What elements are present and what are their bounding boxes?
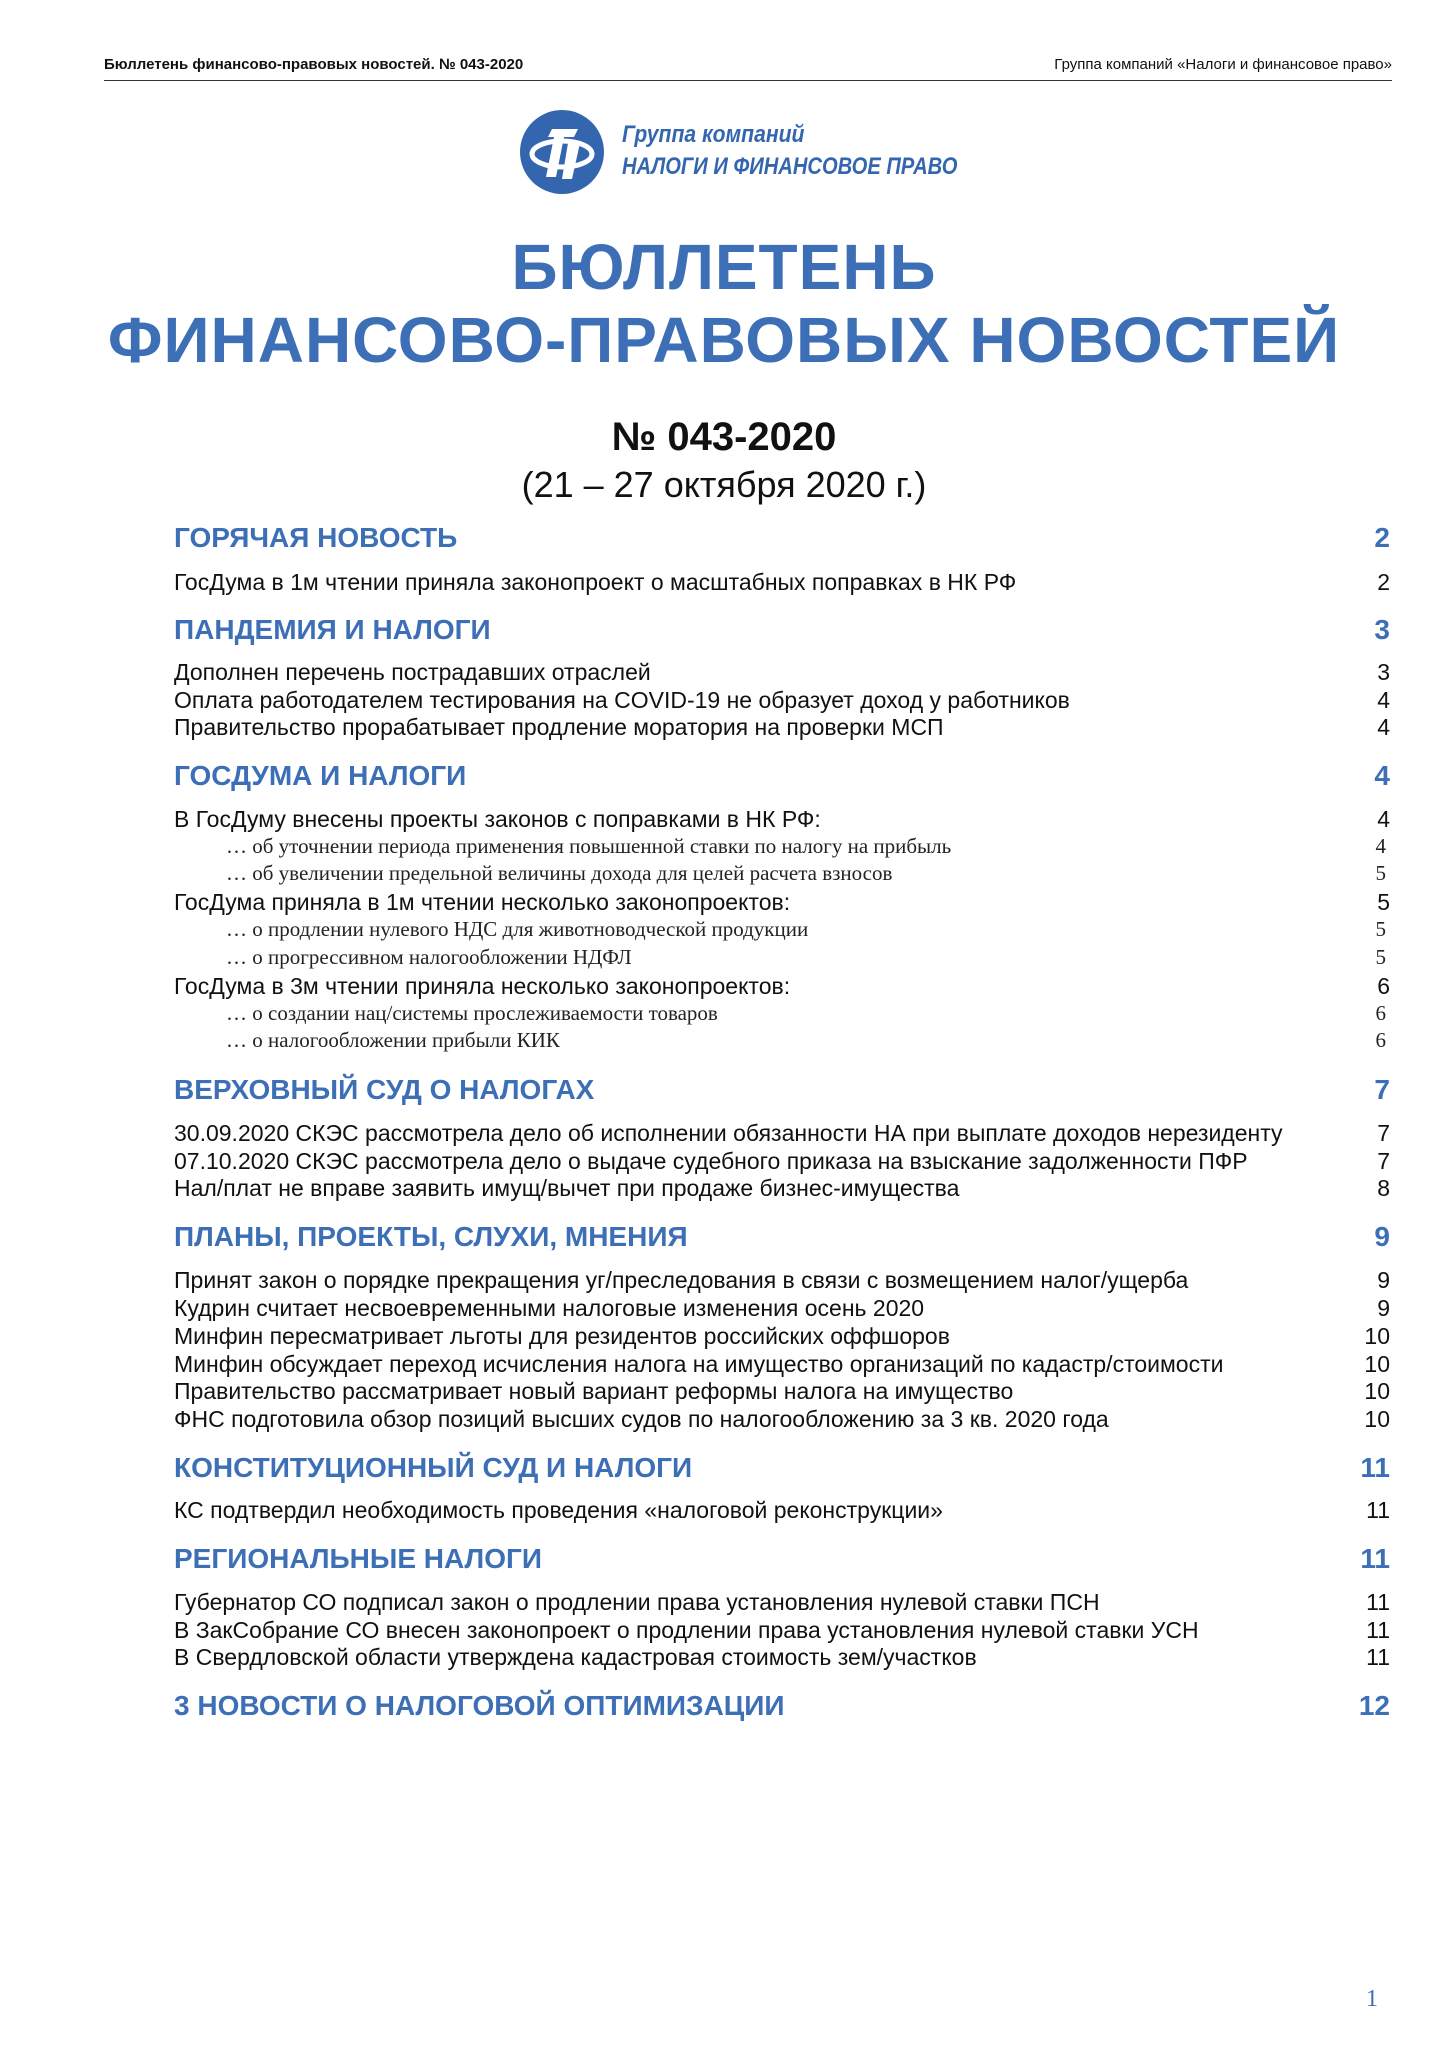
toc-entry-title: В ЗакСобрание СО внесен законопроект о продлении права установления нулевой ставки УСН	[174, 1617, 1199, 1643]
toc-page-number: 10	[1364, 1351, 1390, 1377]
toc-section-heading[interactable]	[174, 614, 1390, 650]
toc-entry-title: В Свердловской области утверждена кадастровая стоимость зем/участков	[174, 1644, 977, 1670]
toc-section-heading[interactable]	[174, 1452, 1390, 1488]
toc-entry-title: Губернатор СО подписал закон о продлении права установления нулевой ставки ПСН	[174, 1589, 1100, 1615]
toc-entry[interactable]	[174, 1406, 1390, 1434]
toc-page-number: 5	[1375, 945, 1386, 969]
toc-subentry[interactable]	[174, 917, 1390, 945]
toc-page-number: 9	[1374, 1221, 1390, 1252]
logo-text-line2: НАЛОГИ И ФИНАНСОВОЕ ПРАВО	[622, 153, 958, 180]
toc-entry-title: … о продлении нулевого НДС для животноводческой продукции	[226, 917, 809, 941]
toc-entry-title: … о прогрессивном налогообложении НДФЛ	[226, 945, 632, 969]
toc-page-number: 5	[1375, 861, 1386, 885]
toc-entry[interactable]	[174, 1644, 1390, 1672]
toc-entry-title: РЕГИОНАЛЬНЫЕ НАЛОГИ	[174, 1543, 542, 1574]
toc-page-number: 11	[1360, 1543, 1390, 1574]
toc-page-number: 10	[1364, 1406, 1390, 1432]
toc-page-number: 6	[1377, 973, 1390, 999]
toc-page-number: 9	[1377, 1295, 1390, 1321]
toc-entry[interactable]	[174, 889, 1390, 917]
toc-section-heading[interactable]	[174, 1221, 1390, 1257]
toc-entry[interactable]	[174, 569, 1390, 597]
toc-page-number: 6	[1375, 1001, 1386, 1025]
toc-page-number: 2	[1374, 522, 1390, 553]
toc-page-number: 10	[1364, 1323, 1390, 1349]
toc-entry[interactable]	[174, 973, 1390, 1001]
toc-entry[interactable]	[174, 1617, 1390, 1645]
toc-page-number: 7	[1374, 1074, 1390, 1105]
toc-page-number: 3	[1377, 659, 1390, 685]
header-company-name: Группа компаний «Налоги и финансовое право»	[1054, 56, 1392, 73]
toc-page-number: 6	[1375, 1028, 1386, 1052]
toc-section-heading[interactable]	[174, 522, 1390, 558]
toc-page-number: 5	[1377, 889, 1390, 915]
toc-page-number: 12	[1358, 1690, 1390, 1721]
toc-entry-title: 30.09.2020 СКЭС рассмотрела дело об исполнении обязанности НА при выплате доходов нерезиденту	[174, 1120, 1283, 1146]
toc-entry-title: 3 НОВОСТИ О НАЛОГОВОЙ ОПТИМИЗАЦИИ	[174, 1690, 785, 1721]
toc-entry-title: ПАНДЕМИЯ И НАЛОГИ	[174, 614, 491, 645]
page-number: 1	[1366, 1986, 1378, 2012]
toc-entry-title: … об уточнении периода применения повышенной ставки по налогу на прибыль	[226, 834, 952, 858]
toc-entry-title: … о создании нац/системы прослеживаемости товаров	[226, 1001, 718, 1025]
toc-page-number: 11	[1366, 1644, 1390, 1670]
running-header	[104, 54, 1392, 81]
company-logo	[516, 107, 976, 197]
toc-page-number: 3	[1374, 614, 1390, 645]
toc-entry-title: ГосДума в 3м чтении приняла несколько законопроектов:	[174, 973, 791, 999]
toc-entry-title: ГосДума в 1м чтении приняла законопроект о масштабных поправках в НК РФ	[174, 569, 1017, 595]
toc-entry-title: Кудрин считает несвоевременными налоговые изменения осень 2020	[174, 1295, 925, 1321]
toc-entry[interactable]	[174, 1148, 1390, 1176]
toc-entry-title: ГОРЯЧАЯ НОВОСТЬ	[174, 522, 458, 553]
toc-page-number: 7	[1377, 1148, 1390, 1174]
toc-section-heading[interactable]	[174, 1543, 1390, 1579]
toc-entry-title: 07.10.2020 СКЭС рассмотрела дело о выдаче судебного приказа на взыскание задолженности ПФР	[174, 1148, 1248, 1174]
toc-entry[interactable]	[174, 1323, 1390, 1351]
toc-page-number: 9	[1377, 1267, 1390, 1293]
toc-entry-title: Нал/плат не вправе заявить имущ/вычет при продаже бизнес-имущества	[174, 1175, 960, 1201]
toc-entry-title: Правительство рассматривает новый вариант реформы налога на имущество	[174, 1378, 1014, 1404]
toc-entry-title: ВЕРХОВНЫЙ СУД О НАЛОГАХ	[174, 1074, 595, 1105]
toc-entry[interactable]	[174, 1175, 1390, 1203]
toc-entry[interactable]	[174, 1267, 1390, 1295]
toc-entry-title: ГОСДУМА И НАЛОГИ	[174, 760, 467, 791]
toc-entry[interactable]	[174, 1497, 1390, 1525]
toc-entry[interactable]	[174, 659, 1390, 687]
toc-page-number: 4	[1374, 760, 1390, 791]
logo-emblem-icon	[516, 107, 616, 197]
toc-entry[interactable]	[174, 1378, 1390, 1406]
logo-text-line1: Группа компаний	[622, 121, 805, 148]
toc-subentry[interactable]	[174, 861, 1390, 889]
toc-entry-title: Правительство прорабатывает продление моратория на проверки МСП	[174, 714, 944, 740]
toc-entry[interactable]	[174, 1120, 1390, 1148]
toc-entry-title: … об увеличении предельной величины дохода для целей расчета взносов	[226, 861, 893, 885]
toc-entry-title: Минфин обсуждает переход исчисления налога на имущество организаций по кадастр/стоимости	[174, 1351, 1224, 1377]
toc-entry-title: В ГосДуму внесены проекты законов с поправками в НК РФ:	[174, 806, 821, 832]
toc-page-number: 11	[1366, 1589, 1390, 1615]
toc-section-heading[interactable]	[174, 760, 1390, 796]
issue-dates: (21 – 27 октября 2020 г.)	[521, 464, 927, 505]
toc-subentry[interactable]	[174, 1001, 1390, 1029]
bulletin-title-line1: БЮЛЛЕТЕНЬ	[511, 231, 937, 303]
toc-entry-title: КОНСТИТУЦИОННЫЙ СУД И НАЛОГИ	[174, 1452, 693, 1483]
toc-page-number: 11	[1366, 1497, 1390, 1523]
toc-subentry[interactable]	[174, 1028, 1390, 1056]
toc-entry[interactable]	[174, 687, 1390, 715]
toc-entry-title: Дополнен перечень пострадавших отраслей	[174, 659, 651, 685]
toc-page-number: 11	[1360, 1452, 1390, 1483]
toc-entry-title: Принят закон о порядке прекращения уг/преследования в связи с возмещением налог/ущерба	[174, 1267, 1189, 1293]
toc-page-number: 2	[1377, 569, 1390, 595]
header-bulletin-title: Бюллетень финансово-правовых новостей. № 043-2020	[104, 56, 524, 73]
toc-entry-title: ПЛАНЫ, ПРОЕКТЫ, СЛУХИ, МНЕНИЯ	[174, 1221, 688, 1252]
toc-entry[interactable]	[174, 806, 1390, 834]
toc-page-number: 11	[1366, 1617, 1390, 1643]
toc-entry[interactable]	[174, 714, 1390, 742]
toc-page-number: 4	[1375, 834, 1386, 858]
toc-entry[interactable]	[174, 1295, 1390, 1323]
toc-entry-title: … о налогообложении прибыли КИК	[226, 1028, 560, 1052]
issue-number: № 043-2020	[611, 415, 837, 459]
toc-entry-title: ГосДума приняла в 1м чтении несколько законопроектов:	[174, 889, 791, 915]
toc-entry-title: ФНС подготовила обзор позиций высших судов по налогообложению за 3 кв. 2020 года	[174, 1406, 1109, 1432]
toc-page-number: 10	[1364, 1378, 1390, 1404]
toc-page-number: 4	[1377, 806, 1390, 832]
toc-entry[interactable]	[174, 1589, 1390, 1617]
toc-page-number: 7	[1377, 1120, 1390, 1146]
bulletin-title-line2: ФИНАНСОВО-ПРАВОВЫХ НОВОСТЕЙ	[107, 304, 1341, 376]
toc-section-heading[interactable]	[174, 1074, 1390, 1110]
toc-page-number: 8	[1377, 1175, 1390, 1201]
toc-entry[interactable]	[174, 1351, 1390, 1379]
toc-page-number: 4	[1377, 687, 1390, 713]
toc-section-heading[interactable]	[174, 1690, 1390, 1726]
toc-subentry[interactable]	[174, 834, 1390, 862]
toc-page-number: 5	[1375, 917, 1386, 941]
toc-entry-title: КС подтвердил необходимость проведения «налоговой реконструкции»	[174, 1497, 943, 1523]
toc-subentry[interactable]	[174, 945, 1390, 973]
toc-entry-title: Оплата работодателем тестирования на COVID-19 не образует доход у работников	[174, 687, 1070, 713]
toc-entry-title: Минфин пересматривает льготы для резидентов российских оффшоров	[174, 1323, 950, 1349]
toc-page-number: 4	[1377, 714, 1390, 740]
